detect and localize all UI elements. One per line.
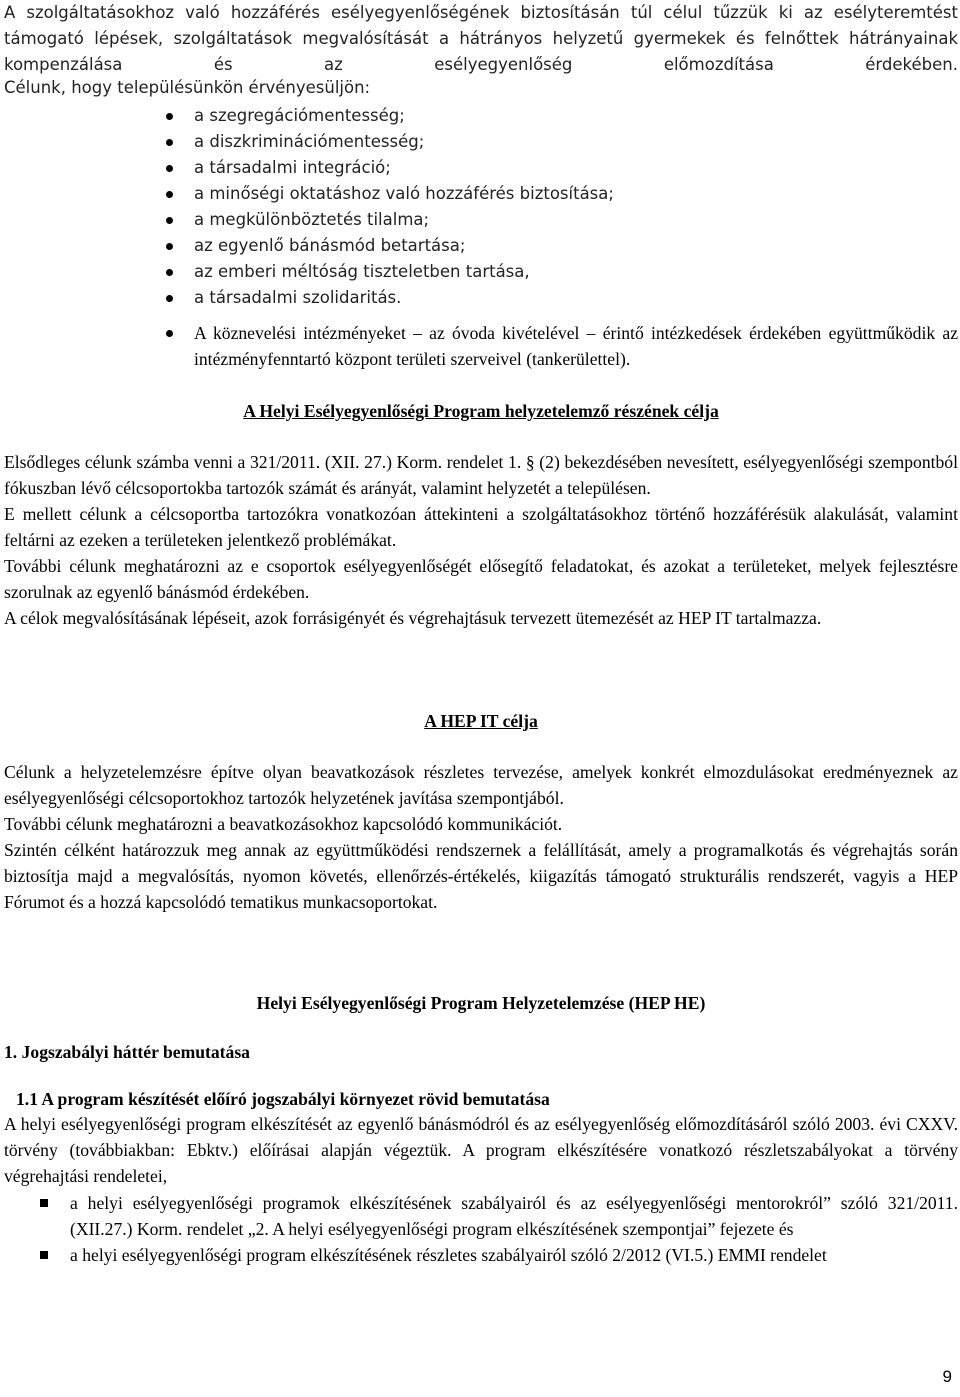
list-item: a helyi esélyegyenlőségi program elkészítésének részletes szabályairól szóló 2/2012 (VI.5.) EMMI rendelet xyxy=(4,1242,958,1268)
list-item: a megkülönböztetés tilalma; xyxy=(4,207,958,233)
list-item: a minőségi oktatáshoz való hozzáférés biztosítása; xyxy=(4,181,958,207)
hep-it-section-body xyxy=(4,759,958,915)
list-item: a társadalmi integráció; xyxy=(4,155,958,181)
goal-paragraph: Elsődleges célunk számba venni a 321/2011. (XII. 27.) Korm. rendelet 1. § (2) bekezdésében nevesített, esélyegyenlőségi szempontból fókuszban lévő célcsoportokba tartozók számát és arányát, valamint helyzetét a településen. xyxy=(4,452,958,498)
subchapter-heading: 1.1 A program készítését előíró jogszabályi környezet rövid bemutatása xyxy=(16,1089,550,1109)
list-item: a szegregációmentesség; xyxy=(4,103,958,129)
hep-it-paragraph: Célunk a helyzetelemzésre építve olyan beavatkozások részletes tervezése, amelyek konkrét elmozdulásokat eredményeznek az esélyegyenlőségi célcsoportokhoz tartozók helyzetének javítása szempontjából. xyxy=(4,762,958,808)
hep-it-paragraph: További célunk meghatározni a beavatkozásokhoz kapcsolódó kommunikációt. xyxy=(4,814,563,834)
hep-he-title: Helyi Esélyegyenlőségi Program Helyzetelemzése (HEP HE) xyxy=(256,993,706,1013)
list-item: a társadalmi szolidaritás. xyxy=(4,285,958,311)
chapter-heading: 1. Jogszabályi háttér bemutatása xyxy=(4,1042,250,1062)
legal-paragraph: A helyi esélyegyenlőségi program elkészítését az egyenlő bánásmódról és az esélyegyenlőség előmozdításáról szóló 2003. évi CXXV. törvény (továbbiakban: Ebktv.) előírásai alapján végeztük. A program elkészítésére vonatkozó részletszabályokat a törvény végrehajtási rendeletei, xyxy=(4,1114,958,1186)
list-item: az emberi méltóság tiszteletben tartása, xyxy=(4,259,958,285)
intro-lead: Célunk, hogy településünkön érvényesüljön: xyxy=(4,78,371,97)
goal-paragraph: További célunk meghatározni az e csoportok esélyegyenlőségét elősegítő feladatokat, és azokat a területeket, melyek fejlesztésre szorulnak az egyenlő bánásmód érdekében. xyxy=(4,556,958,602)
hep-it-paragraph: Szintén célként határozzuk meg annak az együttműködési rendszernek a felállítását, amely a programalkotás és végrehajtás során biztosítja majd a megvalósítás, nyomon követés, ellenőrzés-értékelés, kiigazítás támogató strukturális rendszerét, vagyis a HEP Fórumot és a hozzá kapcsolódó tematikus munkacsoportokat. xyxy=(4,840,958,912)
list-item: a diszkriminációmentesség; xyxy=(4,129,958,155)
goal-bullet-list xyxy=(4,103,958,311)
page-number: 9 xyxy=(942,1367,952,1386)
institution-bullet xyxy=(4,320,958,372)
list-item: A köznevelési intézményeket – az óvoda kivételével – érintő intézkedések érdekében együttműködik az intézményfenntartó központ területi szerveivel (tankerülettel). xyxy=(4,320,958,372)
goal-paragraph: E mellett célunk a célcsoportba tartozókra vonatkozóan áttekinteni a szolgáltatásokhoz történő hozzáférésük alakulását, valamint feltárni az ezeken a területeken jelentkező problémákat. xyxy=(4,504,958,550)
list-item: az egyenlő bánásmód betartása; xyxy=(4,233,958,259)
section-heading-goal: A Helyi Esélyegyenlőségi Program helyzetelemző részének célja xyxy=(243,401,719,421)
goal-paragraph: A célok megvalósításának lépéseit, azok forrásigényét és végrehajtásuk tervezett ütemezését az HEP IT tartalmazza. xyxy=(4,608,822,628)
section-heading-hep-it: A HEP IT célja xyxy=(424,711,538,731)
goal-section-body xyxy=(4,449,958,631)
intro-paragraph: A szolgáltatásokhoz való hozzáférés esélyegyenlőségének biztosításán túl célul tűzzük ki az esélyteremtést támogató lépések, szolgáltatások megvalósítását a hátrányos helyzetű gyermekek és felnőttek hátrányainak kompenzálása és az esélyegyenlőség előmozdítása érdekében. xyxy=(4,3,958,74)
regulation-list xyxy=(4,1190,958,1268)
list-item: a helyi esélyegyenlőségi programok elkészítésének szabályairól és az esélyegyenlőségi mentorokról” szóló 321/2011. (XII.27.) Korm. rendelet „2. A helyi esélyegyenlőségi program elkészítésének szempontjai” fejezete és xyxy=(4,1190,958,1242)
